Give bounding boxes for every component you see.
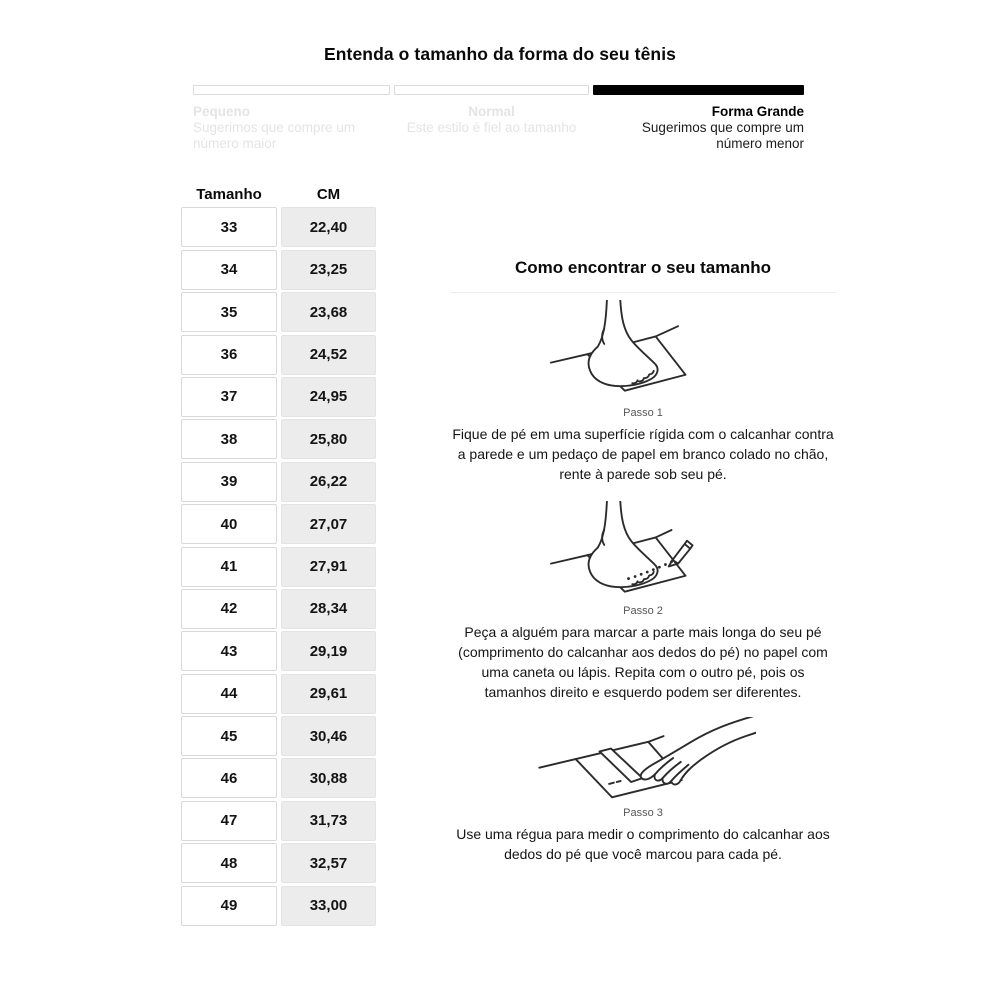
ruler-measuring-icon xyxy=(531,717,756,803)
step-1-text: Fique de pé em uma superfície rígida com o calcanhar contra a parede e um pedaço de papel em branco colado no chão, rente à parede sob seu pé. xyxy=(452,426,834,482)
foot-on-paper-icon xyxy=(536,300,751,400)
fit-label-description: Sugerimos que compre um número maior xyxy=(193,120,356,151)
fit-label-title: Forma Grande xyxy=(711,104,804,119)
foot-marking-pencil-icon xyxy=(536,501,751,601)
size-cell: 42 xyxy=(181,589,277,629)
size-cell: 46 xyxy=(181,758,277,798)
cm-cell: 27,91 xyxy=(281,547,376,587)
cm-cell: 28,34 xyxy=(281,589,376,629)
size-cell: 44 xyxy=(181,674,277,714)
guide-title: Como encontrar o seu tamanho xyxy=(515,258,771,277)
size-cell: 34 xyxy=(181,250,277,290)
cm-cell: 30,88 xyxy=(281,758,376,798)
size-cell: 43 xyxy=(181,631,277,671)
size-cell: 39 xyxy=(181,462,277,502)
divider xyxy=(450,292,836,293)
cm-cell: 29,19 xyxy=(281,631,376,671)
size-cell: 36 xyxy=(181,335,277,375)
size-cell: 49 xyxy=(181,886,277,926)
fit-indicator-bar xyxy=(193,85,805,95)
step-3-text: Use uma régua para medir o comprimento do calcanhar aos dedos do pé que você marcou para cada pé. xyxy=(456,826,830,862)
size-table xyxy=(181,184,376,926)
page-title: Entenda o tamanho da forma do seu tênis xyxy=(323,44,676,64)
step-2-label: Passo 2 xyxy=(623,605,663,617)
cm-cell: 31,73 xyxy=(281,801,376,841)
size-table-header-cm: CM xyxy=(316,185,341,203)
fit-label-forma-grande xyxy=(593,104,804,152)
cm-cell: 22,40 xyxy=(281,207,376,247)
cm-cell: 24,52 xyxy=(281,335,376,375)
cm-cell: 26,22 xyxy=(281,462,376,502)
cm-cell: 30,46 xyxy=(281,716,376,756)
cm-cell: 23,68 xyxy=(281,292,376,332)
size-cell: 37 xyxy=(181,377,277,417)
step-2-text: Peça a alguém para marcar a parte mais longa do seu pé (comprimento do calcanhar aos dedos do pé) no papel com uma caneta ou lápis. Repita com o outro pé, pois os tamanhos direito e esquerdo podem ser diferentes. xyxy=(458,624,828,700)
cm-cell: 23,25 xyxy=(281,250,376,290)
size-cell: 35 xyxy=(181,292,277,332)
cm-cell: 27,07 xyxy=(281,504,376,544)
size-cell: 40 xyxy=(181,504,277,544)
fit-label-title: Normal xyxy=(468,104,515,119)
size-cell: 41 xyxy=(181,547,277,587)
fit-segment-forma-grande-active xyxy=(593,85,804,95)
fit-indicator-labels xyxy=(193,104,805,152)
size-cell: 48 xyxy=(181,843,277,883)
fit-segment-normal xyxy=(394,85,589,95)
step-1-label: Passo 1 xyxy=(623,407,663,419)
size-cell: 47 xyxy=(181,801,277,841)
fit-label-normal xyxy=(394,104,589,152)
size-cell: 45 xyxy=(181,716,277,756)
how-to-guide xyxy=(450,258,836,864)
size-cell: 33 xyxy=(181,207,277,247)
fit-label-description: Sugerimos que compre um número menor xyxy=(641,120,804,151)
cm-cell: 24,95 xyxy=(281,377,376,417)
size-cell: 38 xyxy=(181,419,277,459)
step-3-label: Passo 3 xyxy=(623,807,663,819)
cm-cell: 29,61 xyxy=(281,674,376,714)
fit-label-pequeno xyxy=(193,104,390,152)
fit-label-title: Pequeno xyxy=(193,104,251,119)
cm-cell: 33,00 xyxy=(281,886,376,926)
fit-label-description: Este estilo é fiel ao tamanho xyxy=(406,120,577,135)
size-table-header-tamanho: Tamanho xyxy=(196,185,262,203)
cm-cell: 25,80 xyxy=(281,419,376,459)
fit-segment-pequeno xyxy=(193,85,390,95)
cm-cell: 32,57 xyxy=(281,843,376,883)
